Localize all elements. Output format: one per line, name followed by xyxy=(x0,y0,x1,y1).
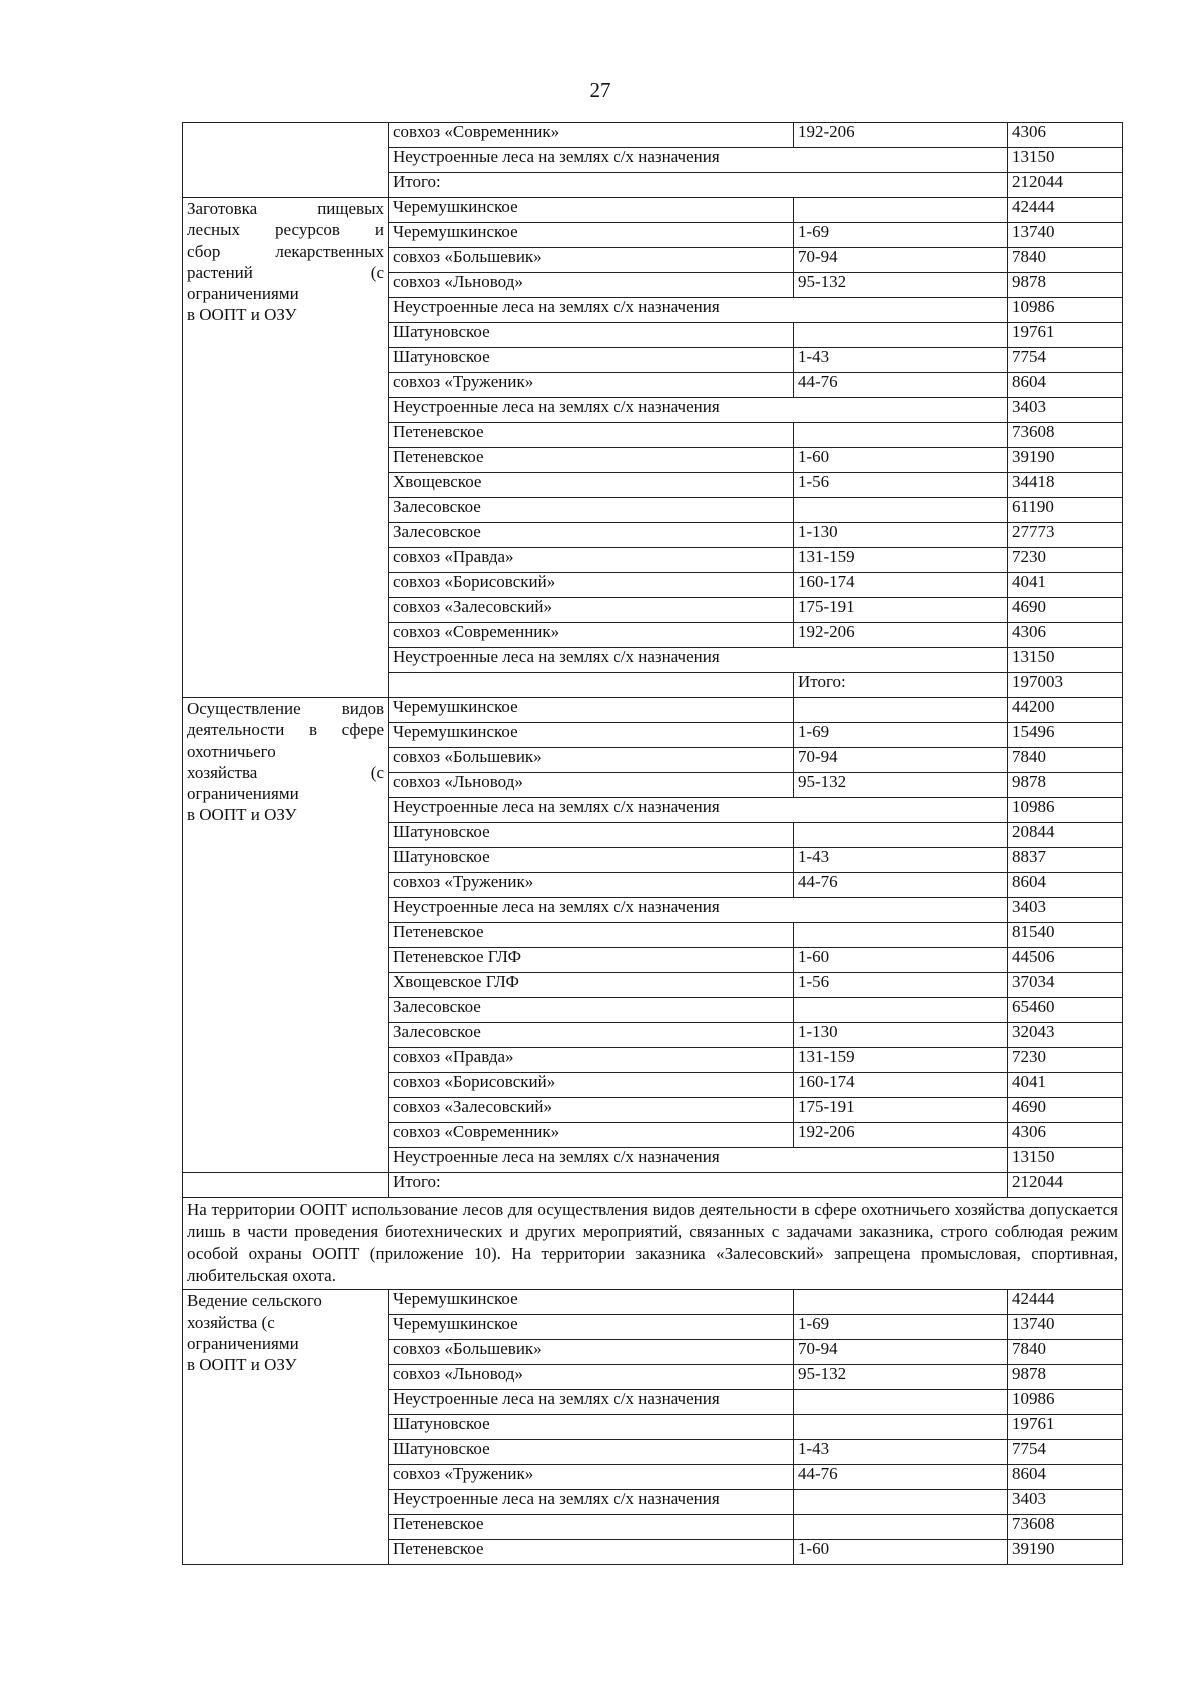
quarter-range xyxy=(794,198,1008,223)
forestry-name: совхоз «Большевик» xyxy=(389,248,794,273)
area-value: 73608 xyxy=(1008,1515,1123,1540)
activity-line: ограничениями xyxy=(187,284,299,303)
activity-line: растений (с xyxy=(187,262,384,282)
area-value: 39190 xyxy=(1008,448,1123,473)
area-value: 81540 xyxy=(1008,923,1123,948)
quarter-range: 1-43 xyxy=(794,348,1008,373)
area-value: 9878 xyxy=(1008,1365,1123,1390)
forestry-name: Хвощевское ГЛФ xyxy=(389,973,794,998)
forestry-name: Петеневское xyxy=(389,1540,794,1565)
area-value: 4041 xyxy=(1008,573,1123,598)
quarter-range xyxy=(794,1390,1008,1415)
quarter-range xyxy=(794,998,1008,1023)
forestry-name: Петеневское xyxy=(389,1515,794,1540)
quarter-range: 1-60 xyxy=(794,948,1008,973)
forestry-name: Черемушкинское xyxy=(389,223,794,248)
forestry-name: Петеневское xyxy=(389,923,794,948)
quarter-range: 95-132 xyxy=(794,273,1008,298)
area-value: 212044 xyxy=(1008,1173,1123,1198)
table-row xyxy=(183,198,1123,223)
forestry-name: Шатуновское xyxy=(389,823,794,848)
area-value: 19761 xyxy=(1008,1415,1123,1440)
activity-line: Осуществление видов xyxy=(187,699,384,718)
page-number: 27 xyxy=(589,78,611,102)
quarter-range: 192-206 xyxy=(794,1123,1008,1148)
activity-line: Ведение сельского xyxy=(187,1291,322,1311)
activity-line: хозяйства (с xyxy=(187,762,384,782)
forestry-name: совхоз «Большевик» xyxy=(389,1340,794,1365)
quarter-range: 44-76 xyxy=(794,373,1008,398)
area-value: 42444 xyxy=(1008,198,1123,223)
area-value: 13150 xyxy=(1008,648,1123,673)
forestry-name: Неустроенные леса на землях с/х назначения xyxy=(389,798,1008,823)
forestry-name: Залесовское xyxy=(389,498,794,523)
area-value: 39190 xyxy=(1008,1540,1123,1565)
area-value: 27773 xyxy=(1008,523,1123,548)
forestry-name: Залесовское xyxy=(389,1023,794,1048)
forestry-name: Черемушкинское xyxy=(389,198,794,223)
forest-use-table xyxy=(182,122,1123,1565)
quarter-range: 70-94 xyxy=(794,748,1008,773)
forestry-name: совхоз «Залесовский» xyxy=(389,598,794,623)
area-value: 65460 xyxy=(1008,998,1123,1023)
forestry-name: совхоз «Льновод» xyxy=(389,773,794,798)
note-row xyxy=(183,1198,1123,1290)
quarter-range: 175-191 xyxy=(794,1098,1008,1123)
table-row xyxy=(183,1290,1123,1315)
forestry-name: совхоз «Льновод» xyxy=(389,1365,794,1390)
forestry-name: Итого: xyxy=(389,173,1008,198)
forestry-name: совхоз «Правда» xyxy=(389,548,794,573)
forestry-name: Итого: xyxy=(389,1173,1008,1198)
forestry-name: Хвощевское xyxy=(389,473,794,498)
quarter-range: 1-43 xyxy=(794,1440,1008,1465)
activity-line: лесных ресурсов и xyxy=(187,220,384,240)
area-value: 9878 xyxy=(1008,273,1123,298)
area-value: 34418 xyxy=(1008,473,1123,498)
forestry-name: совхоз «Труженик» xyxy=(389,873,794,898)
quarter-range xyxy=(794,698,1008,723)
activity-cell-empty xyxy=(183,1173,389,1198)
forestry-name: совхоз «Залесовский» xyxy=(389,1098,794,1123)
activity-line: сбор лекарственных xyxy=(187,241,384,261)
area-value: 3403 xyxy=(1008,898,1123,923)
area-value: 4041 xyxy=(1008,1073,1123,1098)
activity-cell xyxy=(183,123,389,198)
activity-cell xyxy=(183,1290,389,1565)
area-value: 8604 xyxy=(1008,373,1123,398)
forestry-name: совхоз «Современник» xyxy=(389,123,794,148)
table-row xyxy=(183,123,1123,148)
forestry-name: совхоз «Правда» xyxy=(389,1048,794,1073)
quarter-range: 192-206 xyxy=(794,123,1008,148)
forestry-name: Петеневское xyxy=(389,448,794,473)
quarter-range: 1-130 xyxy=(794,523,1008,548)
activity-line: хозяйства (с xyxy=(187,1312,275,1332)
activity-cell xyxy=(183,198,389,698)
forestry-name: Неустроенные леса на землях с/х назначения xyxy=(389,398,1008,423)
forestry-name: Неустроенные леса на землях с/х назначения xyxy=(389,298,1008,323)
forestry-name: Неустроенные леса на землях с/х назначения xyxy=(389,1390,794,1415)
area-value: 13740 xyxy=(1008,1315,1123,1340)
activity-cell xyxy=(183,698,389,1173)
area-value: 10986 xyxy=(1008,1390,1123,1415)
forestry-name: Черемушкинское xyxy=(389,1315,794,1340)
forestry-name: Шатуновское xyxy=(389,323,794,348)
forestry-name: Шатуновское xyxy=(389,848,794,873)
forestry-name xyxy=(389,673,794,698)
area-value: 7840 xyxy=(1008,1340,1123,1365)
forestry-name: Неустроенные леса на землях с/х назначения xyxy=(389,1148,1008,1173)
activity-line: в ООПТ и ОЗУ xyxy=(187,305,297,325)
area-value: 32043 xyxy=(1008,1023,1123,1048)
quarter-range: 95-132 xyxy=(794,1365,1008,1390)
table-row xyxy=(183,698,1123,723)
quarter-range: Итого: xyxy=(794,673,1008,698)
forestry-name: Шатуновское xyxy=(389,1415,794,1440)
activity-line: деятельности в сфере xyxy=(187,720,384,740)
area-value: 7840 xyxy=(1008,248,1123,273)
quarter-range xyxy=(794,1415,1008,1440)
area-value: 13740 xyxy=(1008,223,1123,248)
forestry-name: Шатуновское xyxy=(389,348,794,373)
quarter-range: 175-191 xyxy=(794,598,1008,623)
forestry-name: совхоз «Труженик» xyxy=(389,1465,794,1490)
forestry-name: Залесовское xyxy=(389,998,794,1023)
forestry-name: Неустроенные леса на землях с/х назначения xyxy=(389,648,1008,673)
quarter-range xyxy=(794,1290,1008,1315)
quarter-range: 1-43 xyxy=(794,848,1008,873)
forestry-name: Петеневское xyxy=(389,423,794,448)
quarter-range: 1-60 xyxy=(794,448,1008,473)
note-paragraph: На территории ООПТ использование лесов для осуществления видов деятельности в сфере охотничьего хозяйства допускается лишь в части проведения биотехнических и других мероприятий, связанных с задачами заказника, строго соблюдая режим особой охраны ООПТ (приложение 10). На территории заказника «Залесовский» запрещена промысловая, спортивная, любительская охота. xyxy=(187,1200,1118,1286)
area-value: 3403 xyxy=(1008,1490,1123,1515)
quarter-range: 131-159 xyxy=(794,548,1008,573)
forestry-name: совхоз «Современник» xyxy=(389,1123,794,1148)
forestry-name: Черемушкинское xyxy=(389,698,794,723)
area-value: 4306 xyxy=(1008,123,1123,148)
area-value: 13150 xyxy=(1008,148,1123,173)
area-value: 61190 xyxy=(1008,498,1123,523)
forestry-name: Черемушкинское xyxy=(389,723,794,748)
forestry-name: Неустроенные леса на землях с/х назначения xyxy=(389,1490,794,1515)
area-value: 8604 xyxy=(1008,873,1123,898)
area-value: 9878 xyxy=(1008,773,1123,798)
area-value: 4690 xyxy=(1008,598,1123,623)
area-value: 20844 xyxy=(1008,823,1123,848)
area-value: 44200 xyxy=(1008,698,1123,723)
area-value: 7754 xyxy=(1008,348,1123,373)
area-value: 10986 xyxy=(1008,798,1123,823)
quarter-range xyxy=(794,1515,1008,1540)
note-text xyxy=(183,1198,1123,1290)
quarter-range: 44-76 xyxy=(794,1465,1008,1490)
area-value: 7230 xyxy=(1008,548,1123,573)
area-value: 3403 xyxy=(1008,398,1123,423)
quarter-range xyxy=(794,498,1008,523)
quarter-range: 1-130 xyxy=(794,1023,1008,1048)
forestry-name: Неустроенные леса на землях с/х назначения xyxy=(389,898,1008,923)
quarter-range: 70-94 xyxy=(794,1340,1008,1365)
quarter-range xyxy=(794,323,1008,348)
quarter-range xyxy=(794,923,1008,948)
area-value: 4306 xyxy=(1008,1123,1123,1148)
forestry-name: Залесовское xyxy=(389,523,794,548)
area-value: 7230 xyxy=(1008,1048,1123,1073)
activity-line: охотничьего xyxy=(187,741,276,761)
quarter-range xyxy=(794,423,1008,448)
area-value: 8837 xyxy=(1008,848,1123,873)
forestry-name: совхоз «Труженик» xyxy=(389,373,794,398)
forestry-name: Черемушкинское xyxy=(389,1290,794,1315)
activity-line: в ООПТ и ОЗУ xyxy=(187,805,297,825)
forestry-name: совхоз «Борисовский» xyxy=(389,573,794,598)
forestry-name: совхоз «Большевик» xyxy=(389,748,794,773)
area-value: 197003 xyxy=(1008,673,1123,698)
area-value: 8604 xyxy=(1008,1465,1123,1490)
area-value: 10986 xyxy=(1008,298,1123,323)
forestry-name: совхоз «Современник» xyxy=(389,623,794,648)
quarter-range: 192-206 xyxy=(794,623,1008,648)
area-value: 13150 xyxy=(1008,1148,1123,1173)
activity-line: Заготовка пищевых xyxy=(187,199,384,218)
activity-line: ограничениями xyxy=(187,784,299,803)
area-value: 212044 xyxy=(1008,173,1123,198)
quarter-range: 1-69 xyxy=(794,723,1008,748)
area-value: 7754 xyxy=(1008,1440,1123,1465)
quarter-range: 1-56 xyxy=(794,973,1008,998)
quarter-range: 131-159 xyxy=(794,1048,1008,1073)
quarter-range: 1-60 xyxy=(794,1540,1008,1565)
activity-line: ограничениями xyxy=(187,1333,299,1353)
area-value: 4306 xyxy=(1008,623,1123,648)
table-row xyxy=(183,1173,1123,1198)
forestry-name: Петеневское ГЛФ xyxy=(389,948,794,973)
forestry-name: совхоз «Льновод» xyxy=(389,273,794,298)
quarter-range: 1-56 xyxy=(794,473,1008,498)
forestry-name: Неустроенные леса на землях с/х назначения xyxy=(389,148,1008,173)
area-value: 37034 xyxy=(1008,973,1123,998)
forestry-name: Шатуновское xyxy=(389,1440,794,1465)
area-value: 44506 xyxy=(1008,948,1123,973)
quarter-range xyxy=(794,823,1008,848)
quarter-range: 1-69 xyxy=(794,1315,1008,1340)
quarter-range: 160-174 xyxy=(794,1073,1008,1098)
quarter-range: 95-132 xyxy=(794,773,1008,798)
quarter-range xyxy=(794,1490,1008,1515)
area-value: 7840 xyxy=(1008,748,1123,773)
quarter-range: 44-76 xyxy=(794,873,1008,898)
area-value: 42444 xyxy=(1008,1290,1123,1315)
area-value: 15496 xyxy=(1008,723,1123,748)
area-value: 73608 xyxy=(1008,423,1123,448)
area-value: 19761 xyxy=(1008,323,1123,348)
area-value: 4690 xyxy=(1008,1098,1123,1123)
quarter-range: 1-69 xyxy=(794,223,1008,248)
quarter-range: 70-94 xyxy=(794,248,1008,273)
activity-line: в ООПТ и ОЗУ xyxy=(187,1355,297,1375)
quarter-range: 160-174 xyxy=(794,573,1008,598)
forestry-name: совхоз «Борисовский» xyxy=(389,1073,794,1098)
